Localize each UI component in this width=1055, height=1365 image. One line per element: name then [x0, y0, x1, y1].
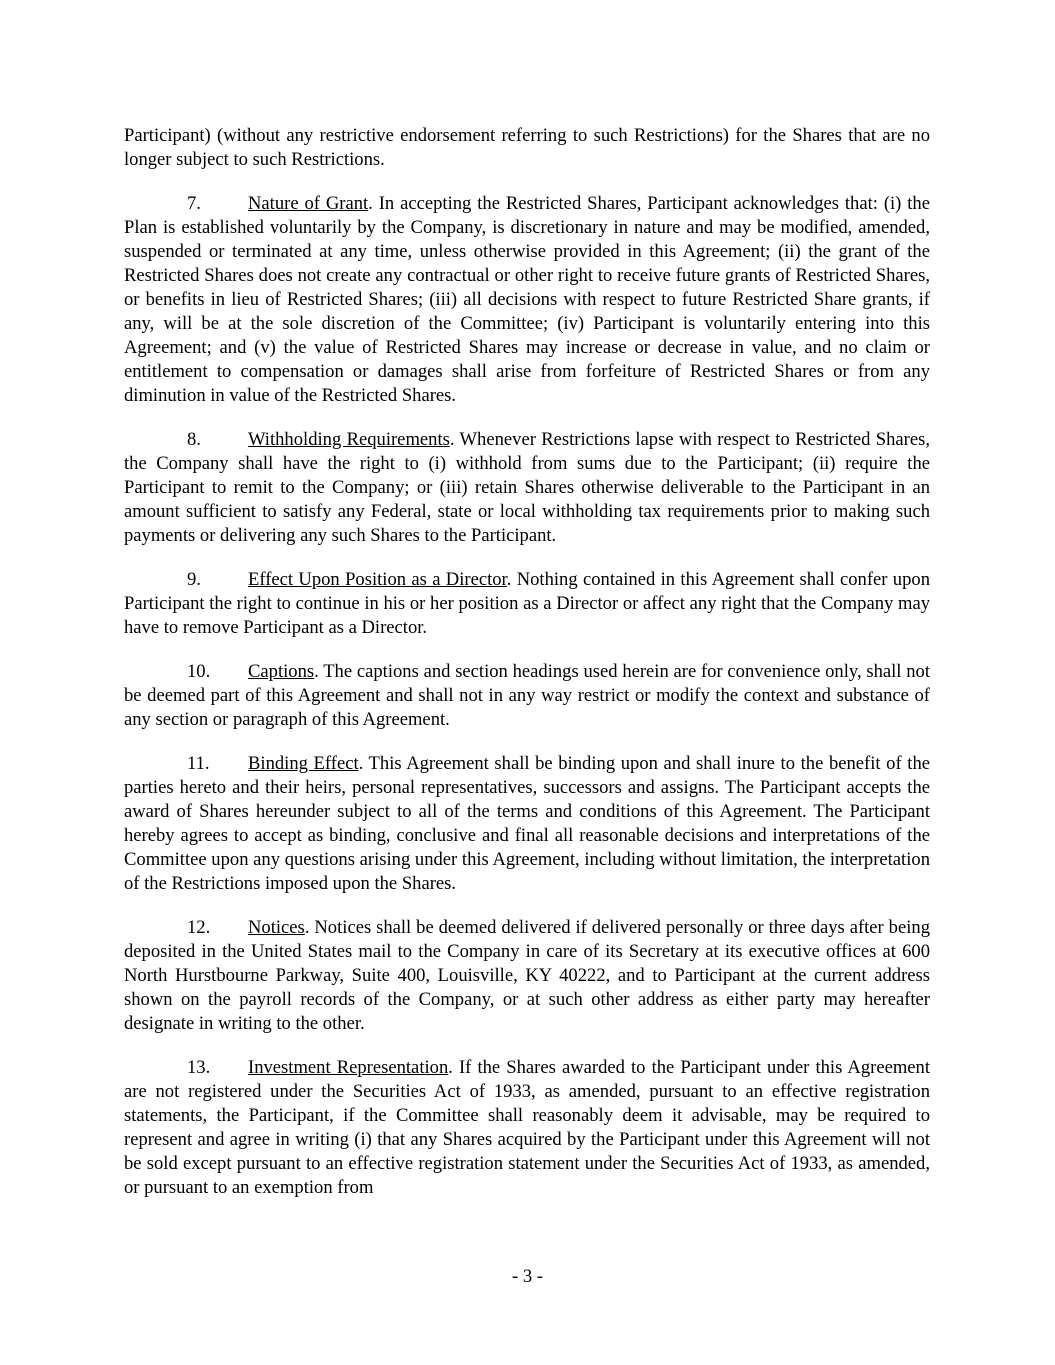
section-11 — [124, 752, 930, 895]
section-number: 10. — [187, 661, 211, 683]
section-number: 12. — [187, 917, 211, 939]
section-number: 7. — [187, 193, 201, 215]
section-text: . Nothing contained in this Agreement shall confer upon Participant the right to continue in his or her position as a Director or affect any right that the Company may have to remove Participant as a Director. — [124, 569, 930, 638]
section-heading: Effect Upon Position as a Director — [248, 569, 507, 590]
section-7 — [124, 192, 930, 407]
section-number: 9. — [187, 569, 201, 590]
section-text: . In accepting the Restricted Shares, Participant acknowledges that: (i) the Plan is established voluntarily by the Company, is discretionary in nature and may be modified, amended, suspended or terminated at any time, unless otherwise provided in this Agreement; (ii) the grant of the Restricted Shares does not create any contractual or other right to receive future grants of Restricted Shares, or benefits in lieu of Restricted Shares; (iii) all decisions with respect to future Restricted Share grants, if any, will be at the sole discretion of the Committee; (iv) Participant is voluntarily entering into this Agreement; and (v) the value of Restricted Shares may increase or decrease in value, and no claim or entitlement to compensation or damages shall arise from forfeiture of Restricted Shares or from any diminution in value of the Restricted Shares. — [124, 193, 930, 406]
section-13 — [124, 1056, 930, 1199]
section-heading: Notices — [248, 917, 305, 939]
section-9 — [124, 568, 930, 640]
document-body — [124, 124, 930, 1220]
section-number: 13. — [187, 1057, 211, 1079]
section-text: . Whenever Restrictions lapse with respect to Restricted Shares, the Company shall have the right to (i) withhold from sums due to the Participant; (ii) require the Participant to remit to the Company; or (iii) retain Shares otherwise deliverable to the Participant in an amount sufficient to satisfy any Federal, state or local withholding tax requirements prior to making such payments or delivering any such Shares to the Participant. — [124, 428, 930, 546]
section-text: . This Agreement shall be binding upon and shall inure to the benefit of the parties hereto and their heirs, personal representatives, successors and assigns. The Participant accepts the award of Shares hereunder subject to all of the terms and conditions of this Agreement. The Participant hereby agrees to accept as binding, conclusive and final all reasonable decisions and interpretations of the Committee upon any questions arising under this Agreement, including without limitation, the interpretation of the Restrictions imposed upon the Shares. — [124, 753, 930, 894]
section-10 — [124, 660, 930, 732]
section-number: 11. — [187, 753, 210, 775]
continuation-paragraph: Participant) (without any restrictive endorsement referring to such Restrictions) for the Shares that are no longer subject to such Restrictions. — [124, 125, 930, 170]
section-12 — [124, 916, 930, 1036]
section-heading: Binding Effect — [248, 753, 359, 775]
section-heading: Nature of Grant — [248, 193, 369, 215]
section-number: 8. — [187, 428, 201, 450]
section-8 — [124, 428, 930, 548]
section-text: . Notices shall be deemed delivered if delivered personally or three days after being deposited in the United States mail to the Company in care of its Secretary at its executive offices at 600 North Hurstbourne Parkway, Suite 400, Louisville, KY 40222, and to Participant at the current address shown on the payroll records of the Company, or at such other address as either party may hereafter designate in writing to the other. — [124, 917, 930, 1034]
section-heading: Investment Representation — [248, 1057, 449, 1079]
section-text: . The captions and section headings used herein are for convenience only, shall not be deemed part of this Agreement and shall not in any way restrict or modify the context and substance of any section or paragraph of this Agreement. — [124, 661, 930, 731]
section-heading: Captions — [248, 661, 315, 683]
page-number: - 3 - — [512, 1266, 543, 1287]
section-text: . If the Shares awarded to the Participant under this Agreement are not registered under the Securities Act of 1933, as amended, pursuant to an effective registration statements, the Participant, if the Committee shall reasonably deem it advisable, may be required to represent and agree in writing (i) that any Shares acquired by the Participant under this Agreement will not be sold except pursuant to an effective registration statement under the Securities Act of 1933, as amended, or pursuant to an exemption from — [124, 1057, 931, 1198]
section-heading: Withholding Requirements — [248, 428, 450, 450]
